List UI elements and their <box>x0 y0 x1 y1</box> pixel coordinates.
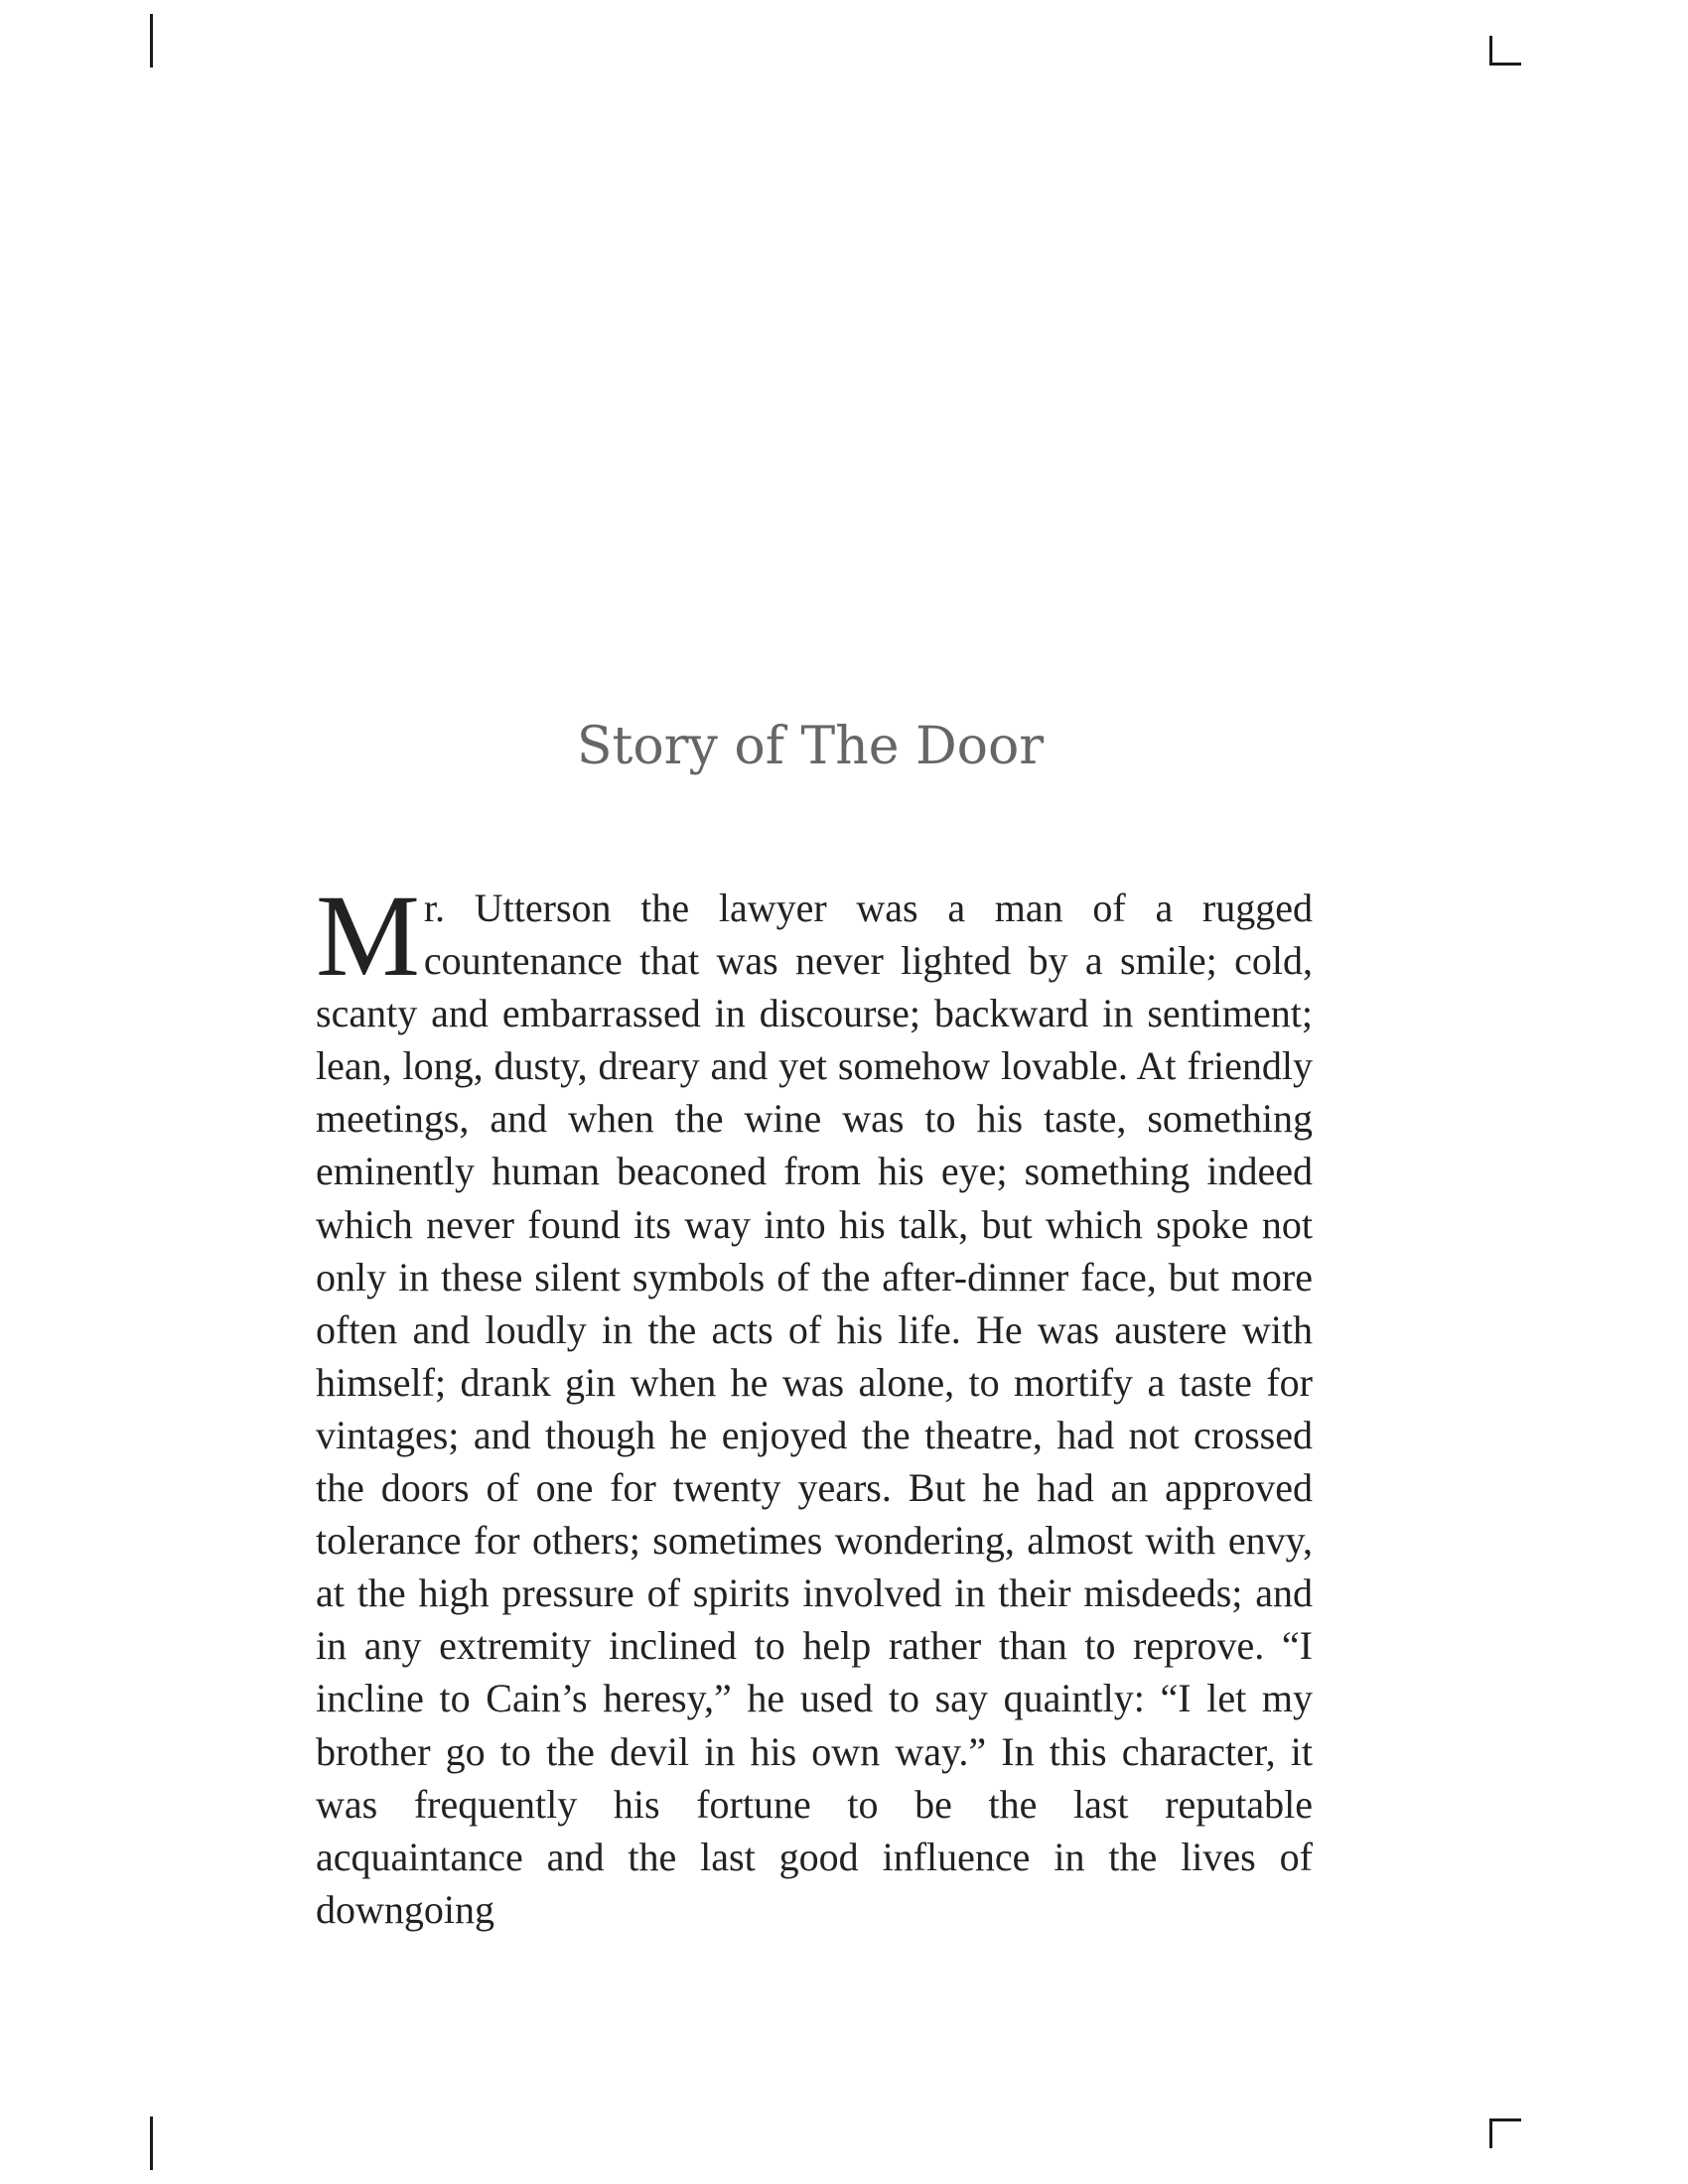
crop-mark-bottom-right-vertical <box>1489 2118 1492 2148</box>
crop-mark-bottom-left-line <box>150 2116 153 2170</box>
chapter-title: Story of The Door <box>576 717 1045 776</box>
crop-mark-top-right-horizontal <box>1489 63 1521 66</box>
crop-mark-top-right-vertical <box>1489 36 1492 66</box>
crop-mark-bottom-right-horizontal <box>1489 2118 1521 2121</box>
paragraph-text: r. Utterson the lawyer was a man of a rugged countenance that was never lighted by a smile; cold, scanty and embarrassed in discourse; backward in sentiment; lean, long, dusty, dreary and yet somehow lovable. At friendly meetings, and when the wine was to his taste, something eminently human beaconed from his eye; something indeed which never found its way into his talk, but which spoke not only in these silent symbols of the after-dinner face, but more often and loudly in the acts of his life. He was austere with himself; drank gin when he was alone, to mortify a taste for vintages; and though he enjoyed the theatre, had not crossed the doors of one for twenty years. But he had an approved tolerance for others; sometimes wondering, almost with envy, at the high pressure of spirits involved in their misdeeds; and in any extremity inclined to help rather than to reprove. “I incline to Cain’s heresy,” he used to say quaintly: “I let my brother go to the devil in his own way.” In this character, it was frequently his fortune to be the last reputable acquaintance and the last good influence in the lives of downgoing <box>316 886 1313 1932</box>
drop-cap: M <box>316 871 420 1001</box>
crop-mark-top-left-line <box>150 14 153 68</box>
chapter-paragraph <box>316 871 1313 1936</box>
